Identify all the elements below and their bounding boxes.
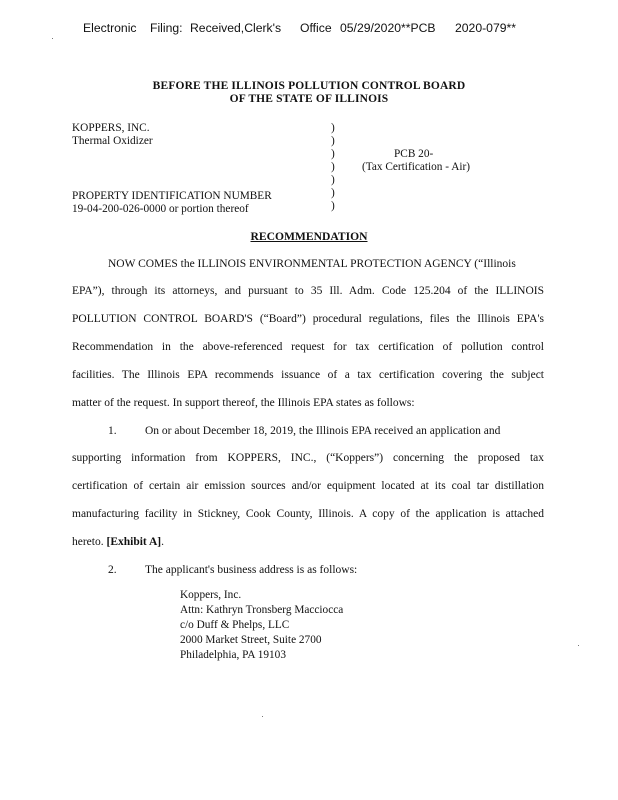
property-id-value: 19-04-200-026-0000 or portion thereof: [72, 203, 249, 215]
caption-paren: ): [331, 174, 335, 186]
para2-text: The applicant's business address is as follows:: [145, 564, 358, 576]
caption-paren: ): [331, 135, 335, 147]
party-subtitle: Thermal Oxidizer: [72, 135, 153, 147]
address-line: Attn: Kathryn Tronsberg Macciocca: [180, 604, 344, 616]
para1-hereto: hereto.: [72, 536, 104, 548]
caption-paren: ): [331, 161, 335, 173]
address-line: c/o Duff & Phelps, LLC: [180, 619, 290, 631]
stamp-received: Received,Clerk's: [190, 21, 282, 35]
scan-speck: [578, 645, 579, 646]
para1-line: manufacturing facility in Stickney, Cook County, Illinois. A copy of the application is attached: [72, 508, 544, 520]
intro-line: facilities. The Illinois EPA recommends issuance of a tax certification covering the subject: [72, 369, 544, 381]
intro-line: matter of the request. In support thereof, the Illinois EPA states as follows:: [72, 397, 415, 409]
exhibit-a-reference: [Exhibit A]: [106, 536, 162, 548]
stamp-filing: Filing:: [150, 21, 183, 35]
para1-line: supporting information from KOPPERS, INC., (“Koppers”) concerning the proposed tax: [72, 452, 544, 464]
scan-speck: [262, 716, 263, 717]
party-name: KOPPERS, INC.: [72, 122, 150, 134]
case-type: (Tax Certification - Air): [362, 161, 471, 173]
stamp-electronic: Electronic: [83, 21, 137, 35]
address-line: Koppers, Inc.: [180, 589, 242, 601]
stamp-case-number: 2020-079**: [455, 21, 516, 35]
para1-last-line: [72, 536, 164, 548]
address-line: 2000 Market Street, Suite 2700: [180, 634, 322, 646]
intro-line: POLLUTION CONTROL BOARD'S (“Board”) procedural regulations, files the Illinois EPA's: [72, 313, 544, 325]
property-id-label: PROPERTY IDENTIFICATION NUMBER: [72, 190, 272, 202]
intro-line: Recommendation in the above-referenced request for tax certification of pollution control: [72, 341, 544, 353]
address-line: Philadelphia, PA 19103: [180, 649, 286, 661]
intro-line: EPA”), through its attorneys, and pursuant to 35 Ill. Adm. Code 125.204 of the ILLINOIS: [72, 285, 544, 297]
board-heading-line2: OF THE STATE OF ILLINOIS: [229, 93, 389, 105]
filing-stamp: [0, 21, 618, 37]
para1-line: On or about December 18, 2019, the Illinois EPA received an application and: [145, 425, 501, 437]
caption-paren: ): [331, 148, 335, 160]
case-number: PCB 20-: [394, 148, 434, 160]
scan-speck: [52, 38, 53, 39]
para1-period: .: [161, 536, 164, 548]
stamp-date: 05/29/2020**PCB: [340, 21, 436, 35]
para1-number: 1.: [108, 425, 117, 437]
para1-line: certification of certain air emission sources and/or equipment located at its coal tar distillation: [72, 480, 544, 492]
stamp-office: Office: [300, 21, 332, 35]
caption-paren: ): [331, 200, 335, 212]
caption-paren: ): [331, 122, 335, 134]
intro-line: NOW COMES the ILLINOIS ENVIRONMENTAL PROTECTION AGENCY (“Illinois: [108, 258, 516, 270]
para2-number: 2.: [108, 564, 117, 576]
document-title: RECOMMENDATION: [250, 230, 368, 243]
board-heading-line1: BEFORE THE ILLINOIS POLLUTION CONTROL BOARD: [152, 80, 466, 92]
caption-paren: ): [331, 187, 335, 199]
